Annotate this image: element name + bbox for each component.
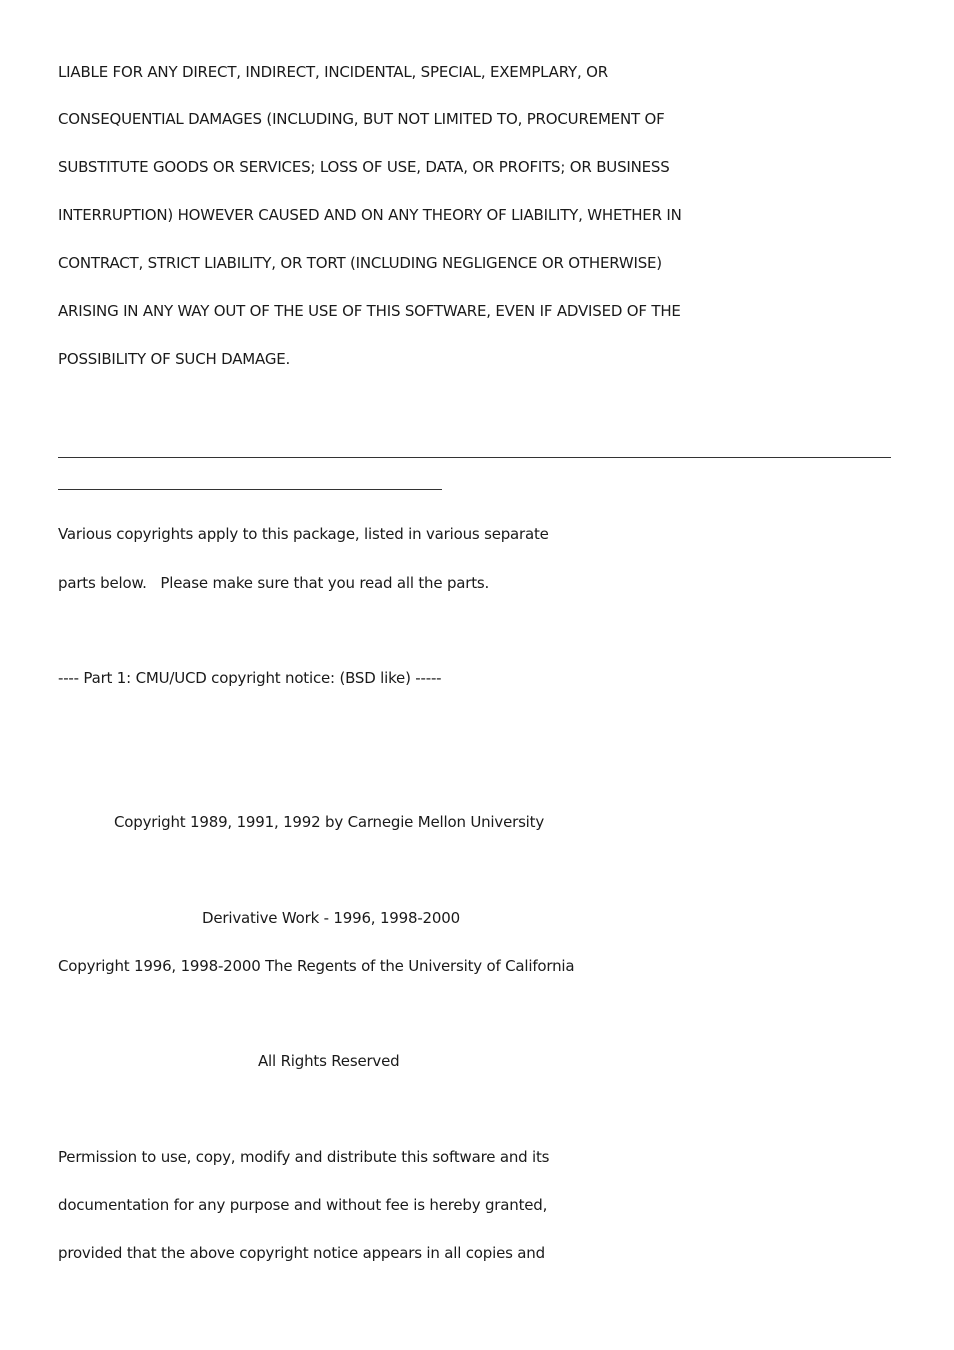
- intro-line: Various copyrights apply to this package, listed in various separate: [58, 525, 549, 543]
- disclaimer-line: LIABLE FOR ANY DIRECT, INDIRECT, INCIDENTAL, SPECIAL, EXEMPLARY, OR: [58, 63, 608, 81]
- disclaimer-line: INTERRUPTION) HOWEVER CAUSED AND ON ANY THEORY OF LIABILITY, WHETHER IN: [58, 206, 682, 224]
- part1-heading: ---- Part 1: CMU/UCD copyright notice: (BSD like) -----: [58, 669, 442, 687]
- copyright-uc: Copyright 1996, 1998-2000 The Regents of the University of California: [58, 957, 575, 975]
- permission-line: Permission to use, copy, modify and distribute this software and its: [58, 1148, 550, 1166]
- permission-line: documentation for any purpose and without fee is hereby granted,: [58, 1196, 548, 1214]
- derivative-work: Derivative Work - 1996, 1998-2000: [202, 909, 460, 927]
- separator-rule-short: [58, 489, 442, 490]
- disclaimer-line: CONTRACT, STRICT LIABILITY, OR TORT (INCLUDING NEGLIGENCE OR OTHERWISE): [58, 254, 662, 272]
- separator-rule: [58, 457, 891, 458]
- permission-line: provided that the above copyright notice appears in all copies and: [58, 1244, 545, 1262]
- disclaimer-line: ARISING IN ANY WAY OUT OF THE USE OF THIS SOFTWARE, EVEN IF ADVISED OF THE: [58, 302, 681, 320]
- disclaimer-line: SUBSTITUTE GOODS OR SERVICES; LOSS OF USE, DATA, OR PROFITS; OR BUSINESS: [58, 158, 670, 176]
- intro-line: parts below. Please make sure that you read all the parts.: [58, 574, 490, 592]
- disclaimer-line: POSSIBILITY OF SUCH DAMAGE.: [58, 350, 291, 368]
- disclaimer-line: CONSEQUENTIAL DAMAGES (INCLUDING, BUT NOT LIMITED TO, PROCUREMENT OF: [58, 110, 665, 128]
- copyright-cmu: Copyright 1989, 1991, 1992 by Carnegie Mellon University: [114, 813, 545, 831]
- all-rights-reserved: All Rights Reserved: [258, 1052, 400, 1070]
